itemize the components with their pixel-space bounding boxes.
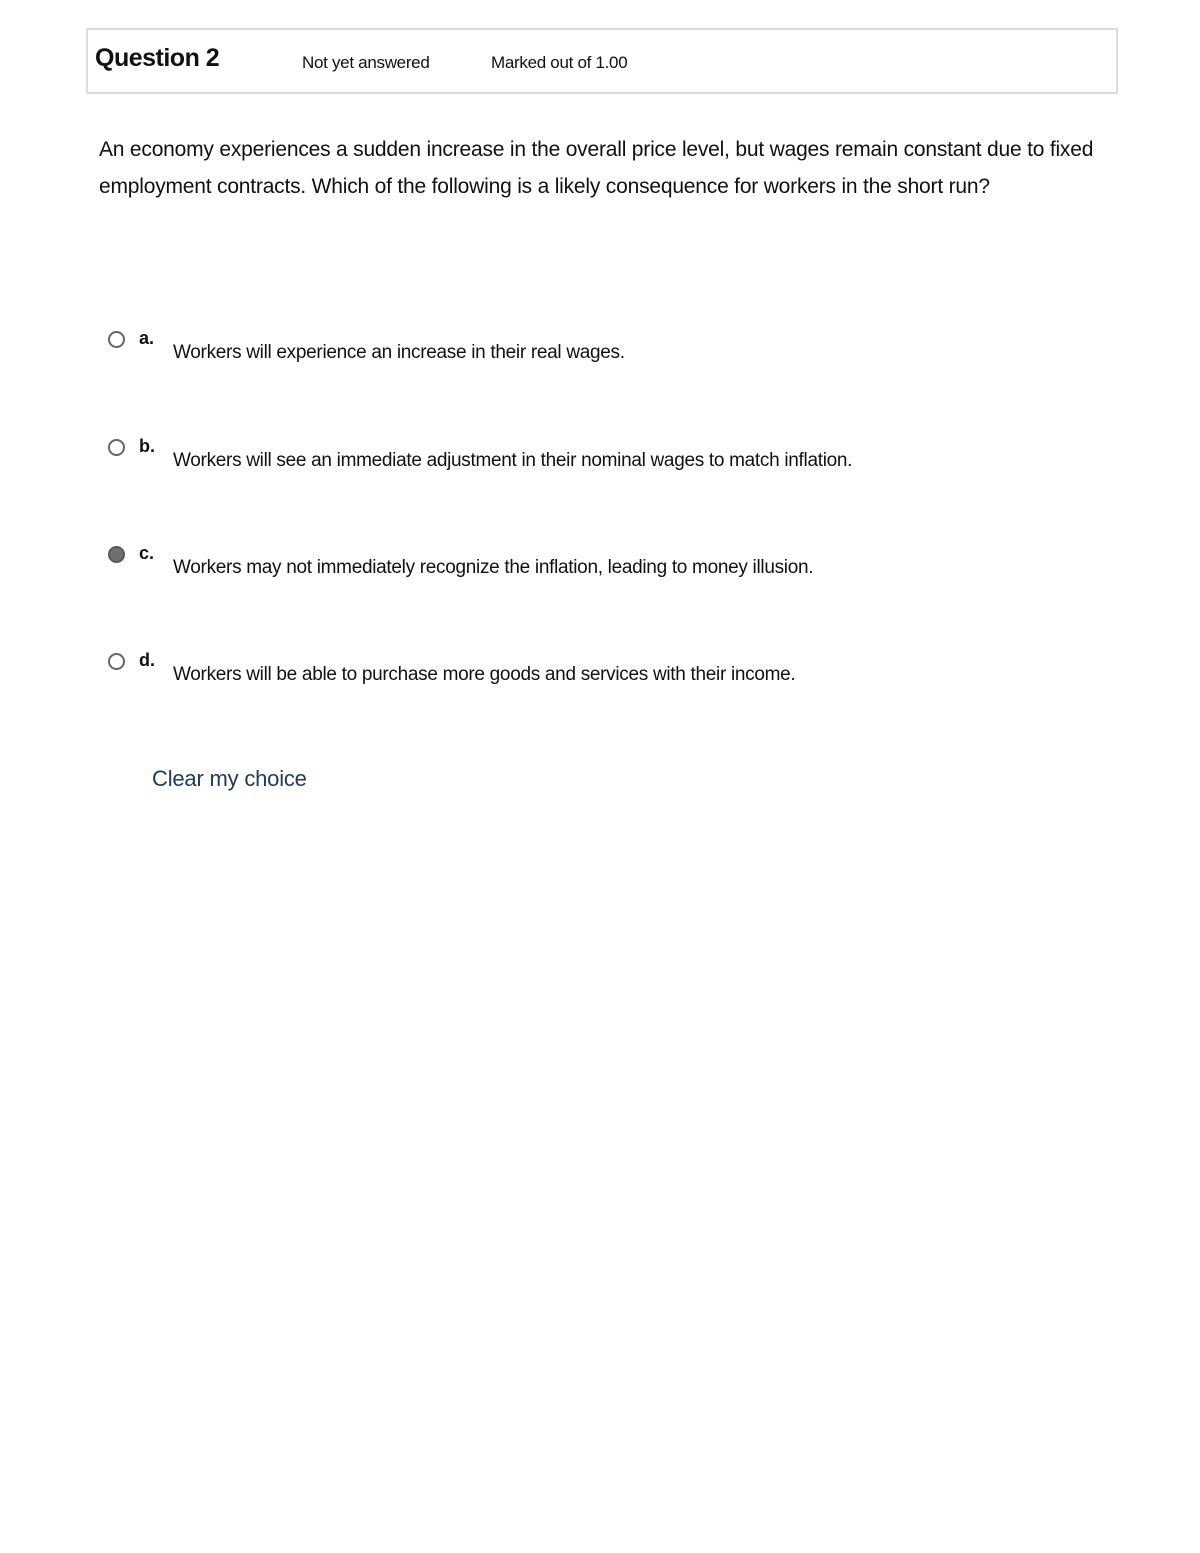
radio-button-d[interactable]: [108, 653, 125, 670]
option-c[interactable]: [106, 543, 1066, 586]
clear-choice-link[interactable]: Clear my choice: [152, 766, 307, 791]
radio-button-a[interactable]: [108, 331, 125, 348]
question-text: An economy experiences a sudden increase in the overall price level, but wages remain constant due to fixed employment contracts. Which of the following is a likely consequence for workers in the short run?: [99, 138, 1094, 198]
question-mark: Marked out of 1.00: [491, 53, 628, 72]
question-info-box: [86, 28, 1118, 94]
option-letter: a.: [139, 328, 155, 348]
option-letter: c.: [139, 543, 155, 563]
option-text[interactable]: Workers will experience an increase in their real wages.: [173, 342, 625, 363]
radio-button-b[interactable]: [108, 439, 125, 456]
option-text[interactable]: Workers will see an immediate adjustment in their nominal wages to match inflation.: [173, 450, 853, 471]
question-number: Question 2: [95, 44, 220, 72]
option-d[interactable]: [106, 650, 1066, 693]
option-letter: b.: [139, 436, 155, 456]
option-letter: d.: [139, 650, 155, 670]
option-text[interactable]: Workers will be able to purchase more goods and services with their income.: [173, 664, 796, 685]
radio-button-c[interactable]: [108, 546, 125, 563]
option-a[interactable]: [106, 328, 1066, 371]
option-b[interactable]: [106, 436, 1066, 479]
option-text[interactable]: Workers may not immediately recognize the inflation, leading to money illusion.: [173, 557, 814, 578]
question-status: Not yet answered: [302, 53, 430, 72]
